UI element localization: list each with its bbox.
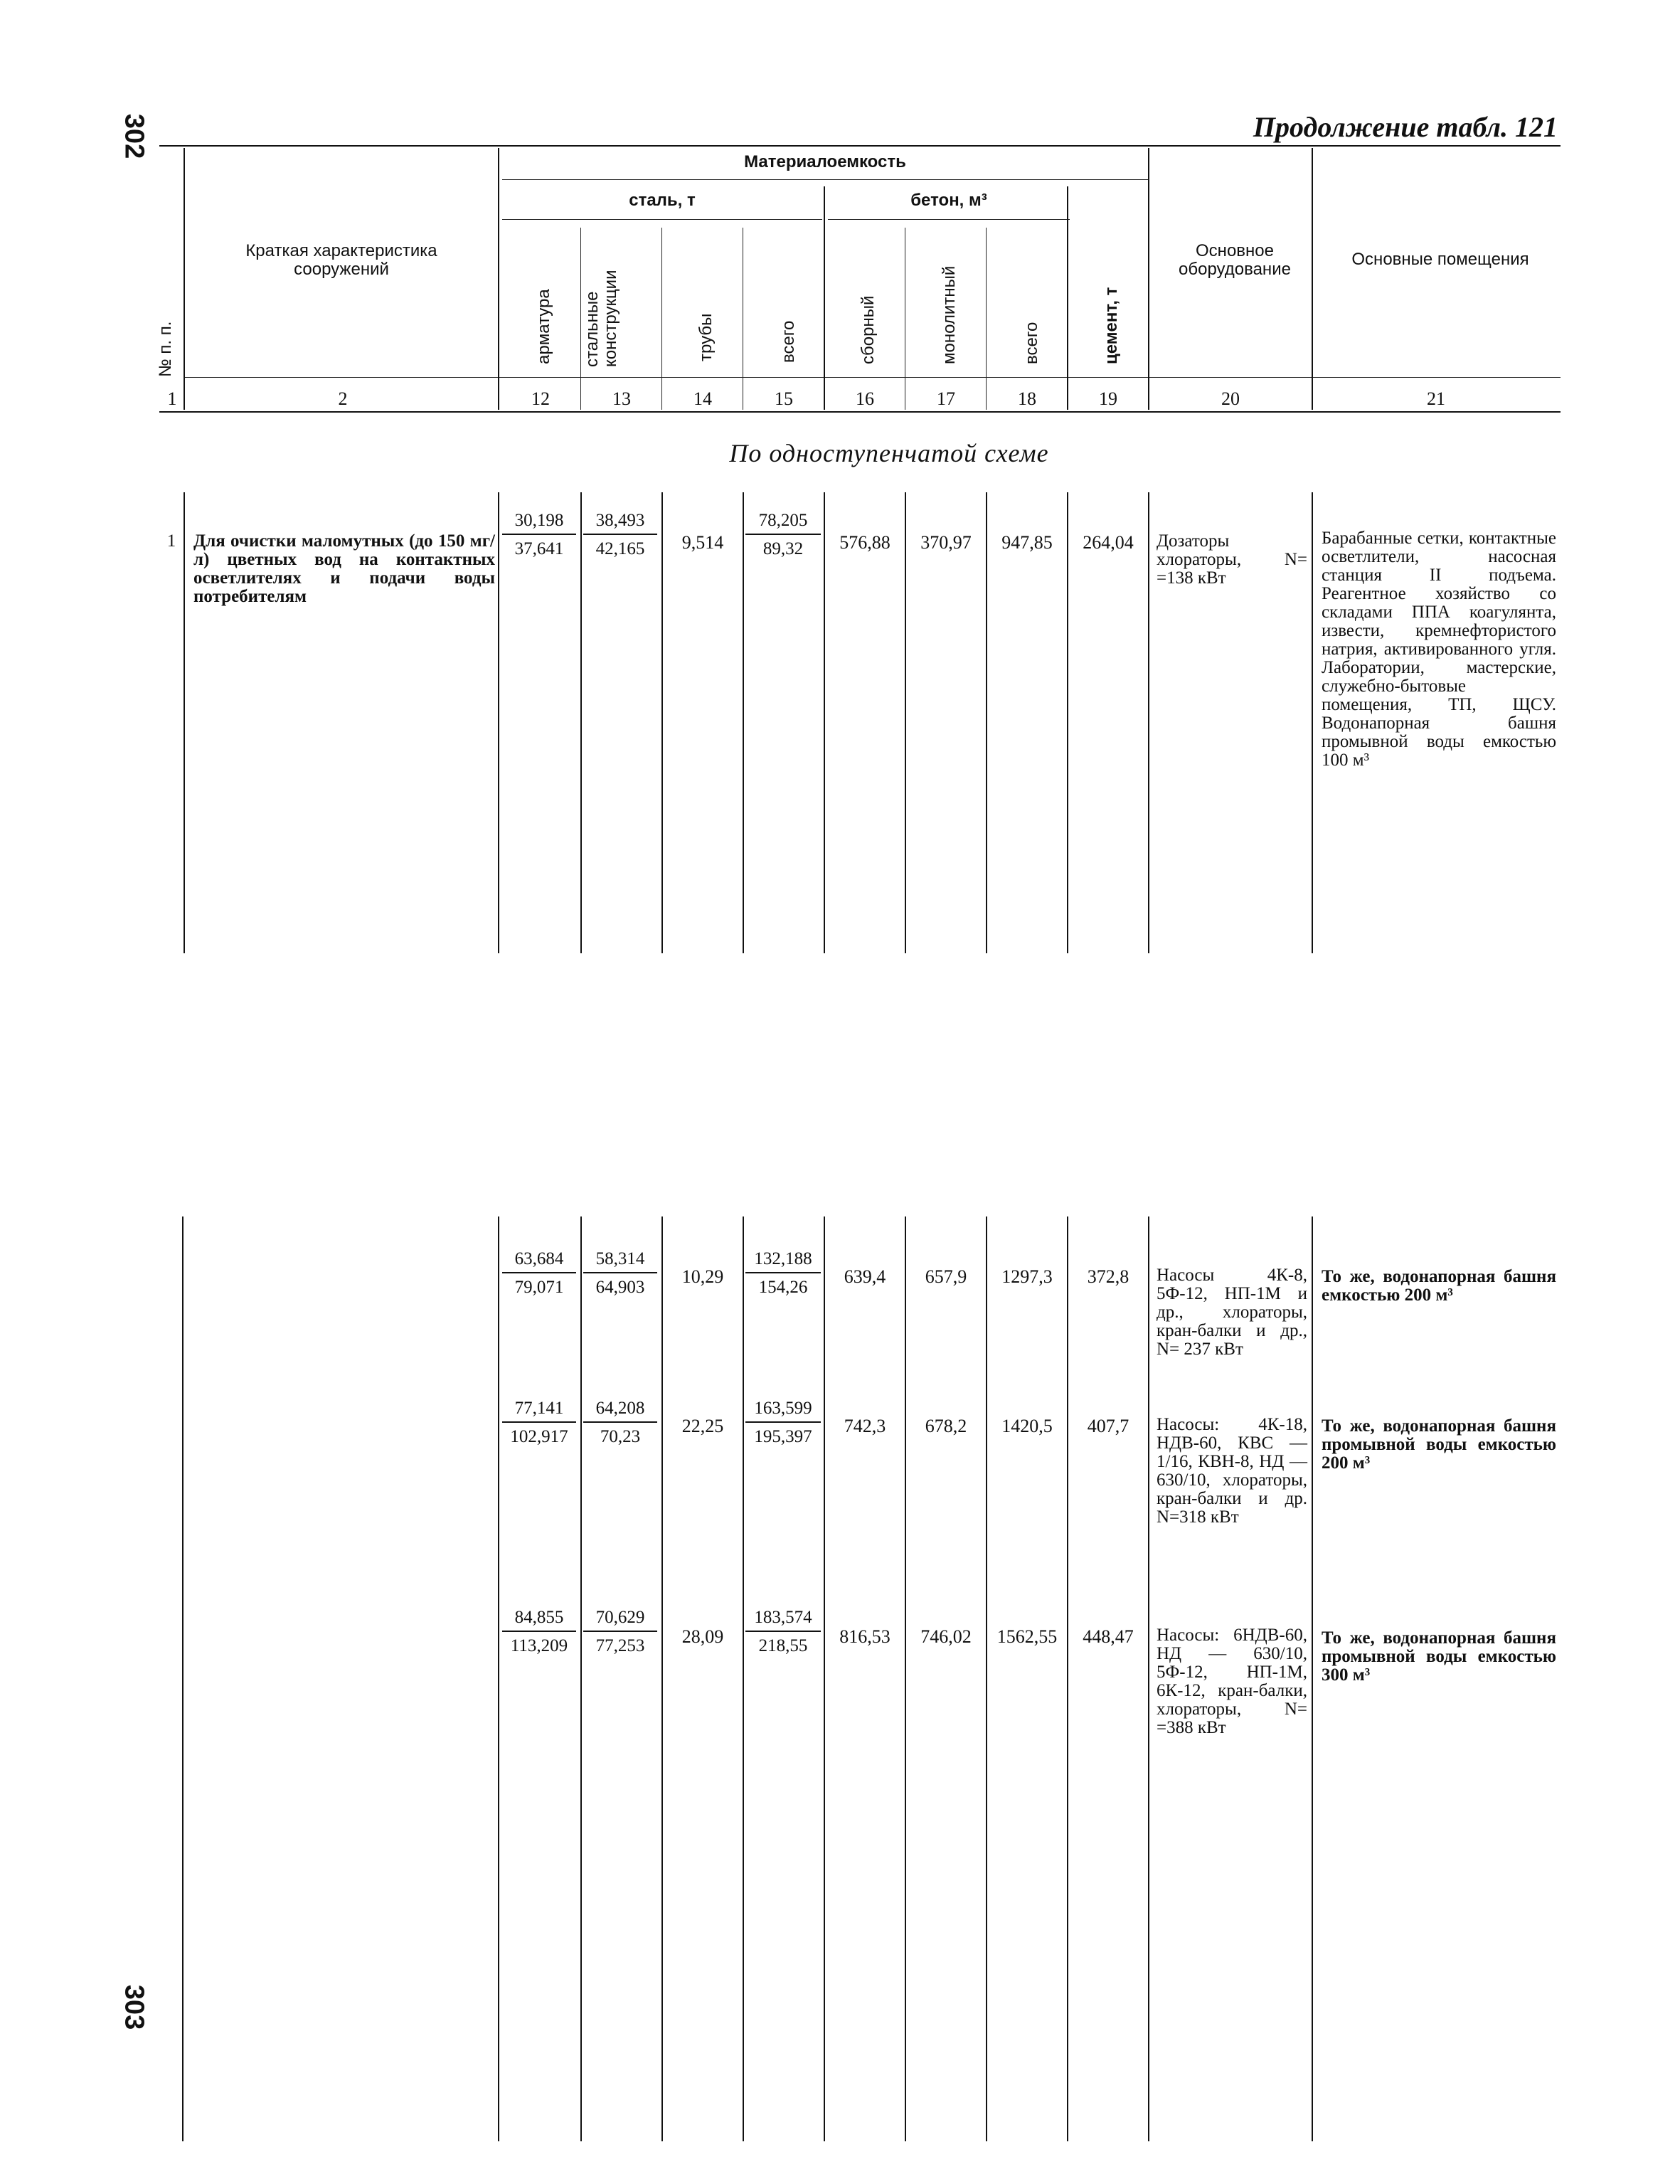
row-1-steel-total: [745, 511, 821, 559]
col-number-16: 16: [856, 388, 874, 409]
body-divider: [580, 1216, 582, 2141]
row-1-steel-top: 38,493: [583, 511, 657, 535]
col-steel-structures-header: стальные конструкции: [583, 270, 620, 367]
col-number-2: 2: [338, 388, 348, 409]
header-top-rule: [159, 145, 1561, 147]
short-desc-header: Краткая характеристика сооружений: [245, 241, 437, 279]
row-3-steel-top: 64,208: [583, 1399, 657, 1423]
row-4-steel-total: [745, 1608, 821, 1656]
row-1-cement: 264,04: [1083, 532, 1134, 553]
body-divider: [184, 492, 185, 953]
row-1-armatura-top: 30,198: [502, 511, 576, 535]
col-number-13: 13: [612, 388, 631, 409]
col-number-18: 18: [1018, 388, 1036, 409]
col-number-17: 17: [937, 388, 955, 409]
col-number-1: 1: [167, 388, 177, 409]
row-2-pipes: 10,29: [681, 1266, 724, 1287]
col-divider: [580, 228, 581, 410]
row-1-steel-bottom: 42,165: [595, 539, 645, 558]
col-number-15: 15: [775, 388, 793, 409]
row-4-armatura: [502, 1608, 576, 1656]
body-divider: [824, 1216, 825, 2141]
table-caption: Продолжение табл. 121: [1253, 111, 1558, 143]
col-steel-total-header: всего: [779, 320, 798, 363]
col-divider: [184, 148, 185, 410]
body-divider: [498, 492, 499, 953]
section-title: По одноступенчатой схеме: [729, 439, 1049, 467]
body-divider: [1148, 1216, 1149, 2141]
body-divider: [580, 492, 582, 953]
col-number-12: 12: [531, 388, 550, 409]
row-2-concrete-total: 1297,3: [1001, 1266, 1053, 1287]
row-3-steel-total-top: 163,599: [745, 1399, 821, 1423]
col-monolith-header: монолитный: [940, 265, 959, 364]
row-3-armatura: [502, 1399, 576, 1447]
body-divider: [986, 1216, 987, 2141]
row-4-equipment: Насосы: 6НДВ-60, НД — 630/10, 5Ф-12, НП-1М, 6К-12, кран-балки, хлораторы, N= =388 кВт: [1157, 1626, 1307, 1737]
row-4-steel-total-top: 183,574: [745, 1608, 821, 1632]
row-3-armatura-top: 77,141: [502, 1399, 576, 1423]
row-1-equipment: Дозаторы хлораторы, N= =138 кВт: [1157, 531, 1307, 588]
row-1-monolith: 370,97: [920, 532, 972, 553]
rooms-header: Основные помещения: [1351, 250, 1529, 269]
col-divider: [986, 228, 987, 410]
row-2-prefab: 639,4: [844, 1266, 886, 1287]
body-divider: [743, 1216, 744, 2141]
col-number-21: 21: [1427, 388, 1445, 409]
col-prefab-header: сборный: [858, 295, 878, 364]
row-1-steel-structures: [583, 511, 657, 559]
row-4-steel-top: 70,629: [583, 1608, 657, 1632]
row-2-steel-top: 58,314: [583, 1249, 657, 1273]
col-divider: [824, 186, 825, 410]
row-3-cement: 407,7: [1087, 1416, 1129, 1436]
row-2-steel-structures: [583, 1249, 657, 1298]
col-armatura-header: арматура: [534, 289, 553, 364]
body-divider: [1312, 1216, 1313, 2141]
row-1-steel-total-bottom: 89,32: [762, 539, 804, 558]
body-divider: [1148, 492, 1149, 953]
row-4-rooms: То же, водонапорная башня промывной воды емкостью 300 м³: [1322, 1628, 1556, 1685]
row-4-pipes: 28,09: [681, 1626, 724, 1647]
row-2-steel-total-top: 132,188: [745, 1249, 821, 1273]
row-1-concrete-total: 947,85: [1001, 532, 1053, 553]
row-3-steel-total-bottom: 195,397: [754, 1427, 812, 1446]
row-2-steel-total: [745, 1249, 821, 1298]
row-4-cement: 448,47: [1083, 1626, 1134, 1647]
body-divider: [824, 492, 825, 953]
concrete-rule: [828, 219, 1070, 220]
header-sub-rule: [185, 377, 1561, 378]
row-4-steel-total-bottom: 218,55: [758, 1636, 808, 1655]
body-divider: [182, 1216, 184, 2141]
body-divider: [743, 492, 744, 953]
body-divider: [1312, 492, 1313, 953]
equipment-header: Основное оборудование: [1179, 241, 1291, 279]
row-4-prefab: 816,53: [839, 1626, 890, 1647]
row-2-steel-bottom: 64,903: [595, 1278, 645, 1297]
concrete-group-header: бетон, м³: [910, 191, 987, 210]
row-3-steel-total: [745, 1399, 821, 1447]
steel-group-header: сталь, т: [629, 191, 696, 210]
row-1-steel-total-top: 78,205: [745, 511, 821, 535]
row-1-rooms: Барабанные сетки, контактные осветлители, насосная станция II подъема. Реагентное хозяйство со складами ППА коагулянта, извести, кремнефтористого натрия, активированного угля. Лаборатории, мастерские, служебно-бытовые помещения, ТП, ЩСУ. Водонапорная башня промывной воды емкостью 100 м³: [1322, 529, 1556, 770]
col-cement-header: цемент, т: [1102, 287, 1121, 364]
body-divider: [661, 1216, 663, 2141]
row-3-prefab: 742,3: [844, 1416, 886, 1436]
row-3-rooms: То же, водонапорная башня промывной воды емкостью 200 м³: [1322, 1416, 1556, 1473]
row-1-prefab: 576,88: [839, 532, 890, 553]
row-3-steel-bottom: 70,23: [600, 1427, 641, 1446]
body-divider: [905, 1216, 906, 2141]
row-number-header: № п. п.: [156, 321, 175, 377]
body-divider: [1067, 492, 1068, 953]
body-divider: [905, 492, 906, 953]
body-divider: [986, 492, 987, 953]
row-2-armatura-bottom: 79,071: [514, 1278, 564, 1297]
materials-header: Материалоемкость: [744, 152, 906, 171]
page-number-top: 302: [119, 113, 149, 159]
col-divider: [1148, 148, 1149, 410]
row-2-steel-total-bottom: 154,26: [758, 1278, 808, 1297]
col-number-20: 20: [1221, 388, 1240, 409]
body-divider: [661, 492, 663, 953]
row-1-description: Для очистки маломутных (до 150 мг/л) цветных вод на контактных осветлителях и подачи воды потребителям: [193, 531, 495, 606]
page-number-bottom: 303: [119, 1984, 149, 2030]
col-number-19: 19: [1099, 388, 1117, 409]
row-2-cement: 372,8: [1087, 1266, 1129, 1287]
row-2-armatura: [502, 1249, 576, 1298]
row-3-equipment: Насосы: 4К-18, НДВ-60, КВС — 1/16, КВН-8, НД — 630/10, хлораторы, кран-балки и др. N=318 кВт: [1157, 1415, 1307, 1527]
row-1-armatura: [502, 511, 576, 559]
col-divider: [498, 148, 499, 410]
row-4-armatura-bottom: 113,209: [510, 1636, 568, 1655]
row-1-number: 1: [166, 531, 176, 551]
row-2-rooms: То же, водонапорная башня емкостью 200 м³: [1322, 1267, 1556, 1305]
row-3-concrete-total: 1420,5: [1001, 1416, 1053, 1436]
col-concrete-total-header: всего: [1022, 322, 1041, 364]
col-number-14: 14: [693, 388, 712, 409]
row-2-armatura-top: 63,684: [502, 1249, 576, 1273]
steel-rule: [502, 219, 822, 220]
col-divider: [661, 228, 662, 410]
row-4-monolith: 746,02: [920, 1626, 972, 1647]
header-bottom-rule: [159, 411, 1561, 413]
row-4-steel-bottom: 77,253: [595, 1636, 645, 1655]
row-4-armatura-top: 84,855: [502, 1608, 576, 1632]
col-divider: [1067, 186, 1068, 410]
row-4-steel-structures: [583, 1608, 657, 1656]
col-pipes-header: трубы: [696, 313, 716, 361]
row-1-armatura-bottom: 37,641: [514, 539, 564, 558]
body-divider: [1067, 1216, 1068, 2141]
row-3-pipes: 22,25: [681, 1416, 724, 1436]
row-2-monolith: 657,9: [925, 1266, 967, 1287]
row-1-pipes: 9,514: [681, 532, 724, 553]
row-4-concrete-total: 1562,55: [996, 1626, 1058, 1647]
row-3-monolith: 678,2: [925, 1416, 967, 1436]
body-divider: [498, 1216, 499, 2141]
materials-rule: [502, 179, 1148, 180]
row-3-steel-structures: [583, 1399, 657, 1447]
row-2-equipment: Насосы 4К-8, 5Ф-12, НП-1М и др., хлораторы, кран-балки и др., N= 237 кВт: [1157, 1266, 1307, 1359]
row-3-armatura-bottom: 102,917: [510, 1427, 568, 1446]
col-divider: [1312, 148, 1313, 410]
